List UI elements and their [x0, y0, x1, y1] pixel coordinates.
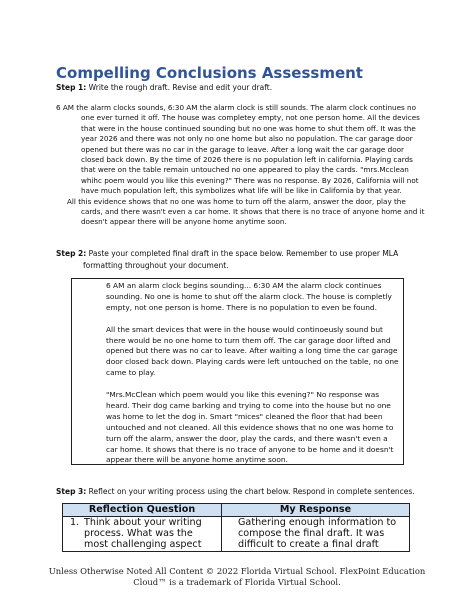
step-2-label: Step 2:	[56, 249, 87, 258]
table-row	[63, 517, 410, 552]
footer-copyright: Unless Otherwise Noted All Content © 2022 Florida Virtual School. FlexPoint Education	[48, 566, 426, 576]
step-1-label: Step 1:	[56, 83, 87, 92]
step-3-label: Step 3:	[56, 487, 87, 496]
question-cell	[63, 517, 222, 552]
column-header-question: Reflection Question	[63, 504, 222, 517]
table-header-row	[63, 504, 410, 517]
column-header-response: My Response	[222, 504, 410, 517]
final-draft-paragraph: "Mrs.McClean which poem would you like this evening?" No response was heard. Their dog came barking and trying to come into the house but no one was home to let the dog in. Smart "mices" cleaned the floor that had been untouched and not cleaned. All this evidence shows that no one was home to turn off the alarm, answer the door, play the cards, and there wasn't even a car home. It shows that there is no trace of anyone to be home and it doesn't appear there will be anyone home anytime soon.	[106, 390, 394, 465]
step-3-text: Reflect on your writing process using the chart below. Respond in complete sentences.	[86, 487, 415, 496]
step-2-text: Paste your completed final draft in the space below. Remember to use proper MLA	[86, 249, 399, 258]
final-draft-box[interactable]	[71, 278, 404, 465]
page-title: Compelling Conclusions Assessment	[56, 64, 363, 82]
question-number: 1.	[70, 517, 80, 528]
final-draft-paragraph: 6 AM an alarm clock begins sounding... 6:30 AM the alarm clock continues sounding. No one is home to shut off the alarm clock. The house is completly empty, not one person is home. There is no population to even be found.	[106, 281, 392, 312]
response-cell[interactable]: Gathering enough information to compose the final draft. It was difficult to create a final draft	[222, 517, 410, 552]
footer-trademark: Cloud™ is a trademark of Florida Virtual School.	[133, 577, 341, 587]
question-text: Think about your writing process. What was the most challenging aspect	[84, 517, 202, 551]
reflection-table	[62, 503, 410, 552]
rough-draft-paragraph: All this evidence shows that no one was home to turn off the alarm, answer the door, play the cards, and there wasn't even a car home. It shows that there is no trace of anyone home and it doesn't appear there will be anyone home anytime soon.	[67, 196, 425, 227]
step-2-instruction-continued: formatting throughout your document.	[83, 261, 229, 270]
step-2-instruction	[56, 249, 398, 259]
step-3-instruction	[56, 487, 415, 497]
rough-draft-paragraph: 6 AM the alarm clocks sounds, 6:30 AM the alarm clock is still sounds. The alarm clock continues no one ever turned it off. The house was completey empty, not one person home. All the devices that were in the house continued sounding but no one was home to shut them off. It was the year 2026 and there was not only no one home but also no population. The car garage door opened but there was no car in the garage to leave. After a long wait the car garage door closed back down. By the time of 2026 there is no population left in california. Playing cards that were on the table remain untouched no one appeared to play the cards. "mrs.Mcclean whihc poem would you like this evening?" There was no response. By 2026, California will not have much population left, this symbolizes what life will be like in California by that year.	[56, 103, 420, 196]
step-1-text: Write the rough draft. Revise and edit your draft.	[86, 83, 273, 92]
rough-draft	[56, 103, 428, 228]
step-1-instruction	[56, 83, 272, 93]
final-draft-paragraph: All the smart devices that were in the house would continoeusly sound but there would be no one home to turn them off. The car garage door lifted and opened but there was no car to leave. After waiting a long time the car garage door closed back down. Playing cards were left untouched on the table, no one came to play.	[106, 324, 399, 378]
